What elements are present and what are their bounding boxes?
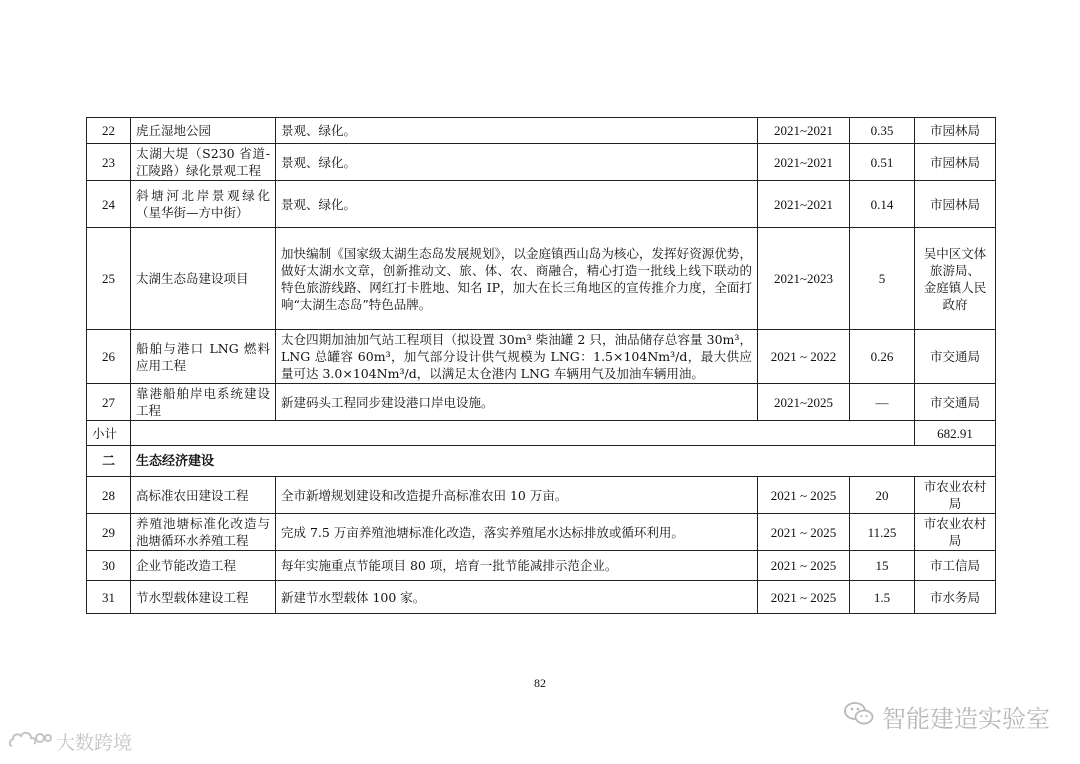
project-name: 企业节能改造工程 [131,551,276,581]
responsible-department: 吴中区文体 旅游局、 金庭镇人民 政府 [915,228,996,330]
responsible-department: 市园林局 [915,144,996,181]
project-name: 船舶与港口 LNG 燃料应用工程 [131,330,276,384]
table-row [87,330,996,384]
project-period: 2021 ~ 2025 [758,514,850,551]
project-content: 新建节水型载体 100 家。 [276,581,758,614]
subtotal-body [87,421,996,477]
project-period: 2021~2021 [758,144,850,181]
row-number: 30 [87,551,131,581]
watermark-right-text: 智能建造实验室 [882,705,1050,733]
project-name: 太湖大堤（S230 省道-江陵路）绿化景观工程 [131,144,276,181]
responsible-department: 市交通局 [915,384,996,421]
project-content: 新建码头工程同步建设港口岸电设施。 [276,384,758,421]
project-content: 太仓四期加油加气站工程项目（拟设置 30m³ 柴油罐 2 只，油品储存总容量 30m³，LNG 总罐容 60m³，加气部分设计供气规模为 LNG：1.5×104Nm³/d，最大供应量可达 3.0×104Nm³/d，以满足太仓港内 LNG 车辆用气及加油车辆用油。 [276,330,758,384]
project-name: 高标准农田建设工程 [131,477,276,514]
table-row [87,477,996,514]
responsible-department: 市农业农村 局 [915,477,996,514]
project-table [86,117,996,614]
project-name: 斜塘河北岸景观绿化（星华街—方中街） [131,181,276,228]
section-title: 生态经济建设 [131,446,996,477]
row-number: 22 [87,118,131,144]
row-number: 24 [87,181,131,228]
project-content: 全市新增规划建设和改造提升高标准农田 10 万亩。 [276,477,758,514]
project-investment: 0.14 [850,181,915,228]
section-number: 二 [87,446,131,477]
cloud-logo-icon [8,728,52,755]
watermark-right [844,699,1050,734]
project-period: 2021~2023 [758,228,850,330]
row-number: 25 [87,228,131,330]
project-investment: 1.5 [850,581,915,614]
table-row [87,581,996,614]
row-number: 23 [87,144,131,181]
project-content: 完成 7.5 万亩养殖池塘标准化改造，落实养殖尾水达标排放或循环利用。 [276,514,758,551]
project-name: 靠港船舶岸电系统建设工程 [131,384,276,421]
project-period: 2021~2025 [758,384,850,421]
table-row [87,144,996,181]
table-row [87,384,996,421]
table-row [87,118,996,144]
project-name: 节水型载体建设工程 [131,581,276,614]
project-content: 景观、绿化。 [276,181,758,228]
project-investment: 15 [850,551,915,581]
table-body-b [87,477,996,614]
subtotal-row [87,421,996,446]
subtotal-value: 682.91 [915,421,996,446]
section-row [87,446,996,477]
project-name: 养殖池塘标准化改造与池塘循环水养殖工程 [131,514,276,551]
project-investment: 5 [850,228,915,330]
table-row [87,551,996,581]
row-number: 31 [87,581,131,614]
responsible-department: 市园林局 [915,181,996,228]
row-number: 29 [87,514,131,551]
project-period: 2021~2021 [758,181,850,228]
responsible-department: 市交通局 [915,330,996,384]
project-investment: 0.35 [850,118,915,144]
project-period: 2021 ~ 2025 [758,551,850,581]
table-row [87,514,996,551]
table-body-a [87,118,996,421]
subtotal-label: 小计 [87,421,131,446]
watermark-left-text: 大数跨境 [56,732,133,754]
responsible-department: 市水务局 [915,581,996,614]
watermark-left [8,728,132,755]
wechat-icon [844,701,874,733]
project-content: 加快编制《国家级太湖生态岛发展规划》，以金庭镇西山岛为核心，发挥好资源优势，做好太湖水文章，创新推动文、旅、体、农、商融合，精心打造一批线上线下联动的特色旅游线路、网红打卡胜地、知名 IP，加大在长三角地区的宣传推介力度，全面打响“太湖生态岛”特色品牌。 [276,228,758,330]
project-investment: — [850,384,915,421]
row-number: 28 [87,477,131,514]
table-row [87,181,996,228]
project-period: 2021 ~ 2025 [758,581,850,614]
project-period: 2021 ~ 2025 [758,477,850,514]
responsible-department: 市农业农村 局 [915,514,996,551]
page-number: 82 [534,676,546,690]
project-investment: 11.25 [850,514,915,551]
project-period: 2021 ~ 2022 [758,330,850,384]
project-content: 景观、绿化。 [276,118,758,144]
project-investment: 0.26 [850,330,915,384]
project-content: 每年实施重点节能项目 80 项，培育一批节能减排示范企业。 [276,551,758,581]
project-period: 2021~2021 [758,118,850,144]
responsible-department: 市园林局 [915,118,996,144]
row-number: 27 [87,384,131,421]
table-row [87,228,996,330]
subtotal-spacer [131,421,915,446]
project-investment: 20 [850,477,915,514]
responsible-department: 市工信局 [915,551,996,581]
row-number: 26 [87,330,131,384]
project-name: 虎丘湿地公园 [131,118,276,144]
project-content: 景观、绿化。 [276,144,758,181]
project-name: 太湖生态岛建设项目 [131,228,276,330]
project-investment: 0.51 [850,144,915,181]
